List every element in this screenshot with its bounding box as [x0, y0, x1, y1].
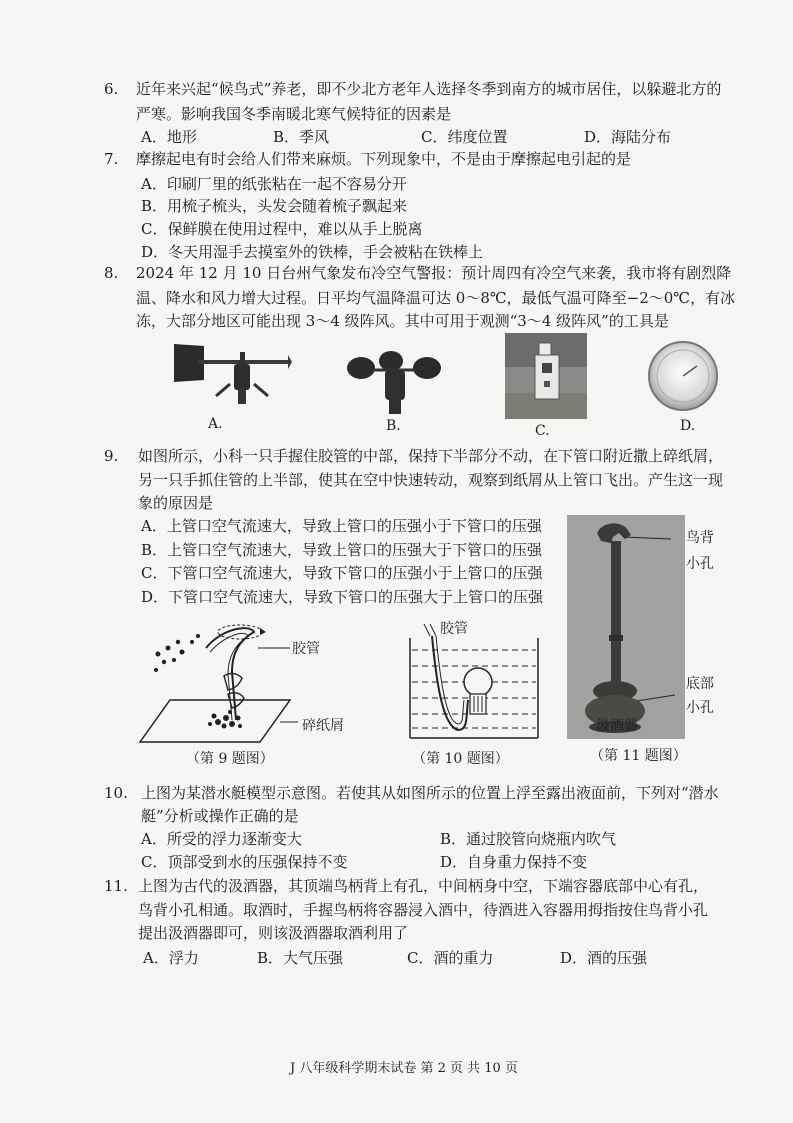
q10-number: 10. [104, 784, 128, 802]
q6-option-d[interactable]: D．海陆分布 [584, 128, 672, 146]
q8-stem-line1: 2024 年 12 月 10 日台州气象发布冷空气警报：预计周四有冷空气来袭，我市将有剧烈降 [136, 264, 732, 282]
fig9-label-tube: 胶管 [292, 641, 320, 657]
q7-option-a[interactable]: A．印刷厂里的纸张粘在一起不容易分开 [141, 175, 407, 193]
q6-stem-line1: 近年来兴起“候鸟式”养老，即不少北方老年人选择冬季到南方的城市居住，以躲避北方的 [136, 80, 722, 98]
q11-option-d[interactable]: D．酒的压强 [560, 949, 648, 967]
q8-label-d: D. [680, 418, 696, 434]
q7-number: 7. [104, 150, 119, 168]
q6-number: 6. [104, 80, 119, 98]
q11-number: 11. [104, 877, 128, 895]
q10-option-a[interactable]: A．所受的浮力逐渐变大 [141, 830, 302, 848]
barometer-dial-image[interactable] [647, 340, 719, 412]
fig9-label-paper: 碎纸屑 [302, 718, 344, 734]
q8-label-c: C. [535, 423, 550, 439]
q11-stem-line1: 上图为古代的汲酒器，其顶端鸟柄背上有孔，中间柄身中空，下端容器底部中心有孔， [138, 877, 709, 895]
q7-option-d[interactable]: D．冬天用湿手去摸室外的铁棒，手会被粘在铁棒上 [141, 243, 484, 261]
figure-9-drawing [140, 612, 300, 747]
q7-option-c[interactable]: C．保鲜膜在使用过程中，难以从手上脱离 [141, 220, 423, 238]
q7-stem: 摩擦起电有时会给人们带来麻烦。下列现象中，不是由于摩擦起电引起的是 [136, 150, 632, 168]
wind-vane-image[interactable] [168, 338, 293, 410]
fig10-label-tube: 胶管 [440, 621, 468, 637]
fig11-caption: （第 11 题图） [590, 748, 687, 764]
q10-option-c[interactable]: C．顶部受到水的压强保持不变 [141, 853, 348, 871]
q8-label-b: B. [386, 418, 401, 434]
q8-stem-line3: 冻，大部分地区可能出现 3～4 级阵风。其中可用于观测“3～4 级阵风”的工具是 [136, 312, 669, 330]
figure-11-photo [567, 515, 685, 739]
q9-option-a[interactable]: A．上管口空气流速大，导致上管口的压强小于下管口的压强 [141, 517, 542, 535]
q9-number: 9. [104, 447, 119, 465]
fig11-label-name: 汲酒器 [596, 718, 638, 734]
q10-option-d[interactable]: D．自身重力保持不变 [440, 853, 588, 871]
q9-stem-line3: 象的原因是 [138, 494, 214, 512]
fig11-label-top2: 小孔 [686, 556, 714, 572]
q10-stem-line1: 上图为某潜水艇模型示意图。若使其从如图所示的位置上浮至露出液面前，下列对“潜水 [141, 784, 719, 802]
q10-stem-line2: 艇”分析或操作正确的是 [141, 807, 299, 825]
page-footer: J 八年级科学期末试卷 第 2 页 共 10 页 [290, 1061, 518, 1076]
cup-anemometer-image[interactable] [345, 348, 445, 418]
q9-option-c[interactable]: C．下管口空气流速大，导致下管口的压强小于上管口的压强 [141, 564, 543, 582]
q8-stem-line2: 温、降水和风力增大过程。日平均气温降温可达 0～8℃，最低气温可降至−2～0℃，有冰 [136, 289, 736, 307]
q9-stem-line2: 另一只手抓住管的上半部，使其在空中快速转动，观察到纸屑从上管口飞出。产生这一现 [138, 471, 724, 489]
q9-option-b[interactable]: B．上管口空气流速大，导致上管口的压强大于下管口的压强 [141, 541, 543, 559]
fig11-label-bottom2: 小孔 [686, 700, 714, 716]
q10-option-b[interactable]: B．通过胶管向烧瓶内吹气 [440, 830, 617, 848]
fig11-label-bottom1: 底部 [686, 676, 714, 692]
q9-option-d[interactable]: D．下管口空气流速大，导致下管口的压强大于上管口的压强 [141, 588, 544, 606]
q11-stem-line3: 提出汲酒器即可，则该汲酒器取酒利用了 [138, 924, 409, 942]
q8-label-a: A. [208, 416, 223, 432]
q11-stem-line2: 鸟背小孔相通。取酒时，手握鸟柄将容器浸入酒中，待酒进入容器用拇指按住鸟背小孔 [138, 901, 709, 919]
fig11-label-top1: 鸟背 [686, 530, 714, 546]
q6-option-b[interactable]: B．季风 [273, 128, 330, 146]
q11-option-c[interactable]: C．酒的重力 [407, 949, 494, 967]
fig10-caption: （第 10 题图） [412, 751, 509, 767]
q9-stem-line1: 如图所示，小科一只手握住胶管的中部，保持下半部分不动，在下管口附近撒上碎纸屑， [138, 447, 724, 465]
fig9-caption: （第 9 题图） [186, 751, 274, 767]
q6-stem-line2: 严寒。影响我国冬季南暖北寒气候特征的因素是 [136, 105, 452, 123]
instrument-shelter-image[interactable] [505, 333, 587, 419]
q11-option-a[interactable]: A．浮力 [143, 949, 199, 967]
figure-10-drawing [402, 618, 542, 744]
q7-option-b[interactable]: B．用梳子梳头，头发会随着梳子飘起来 [141, 197, 408, 215]
q6-option-a[interactable]: A．地形 [141, 128, 197, 146]
q8-number: 8. [104, 264, 119, 282]
q6-option-c[interactable]: C．纬度位置 [421, 128, 508, 146]
q11-option-b[interactable]: B．大气压强 [257, 949, 344, 967]
